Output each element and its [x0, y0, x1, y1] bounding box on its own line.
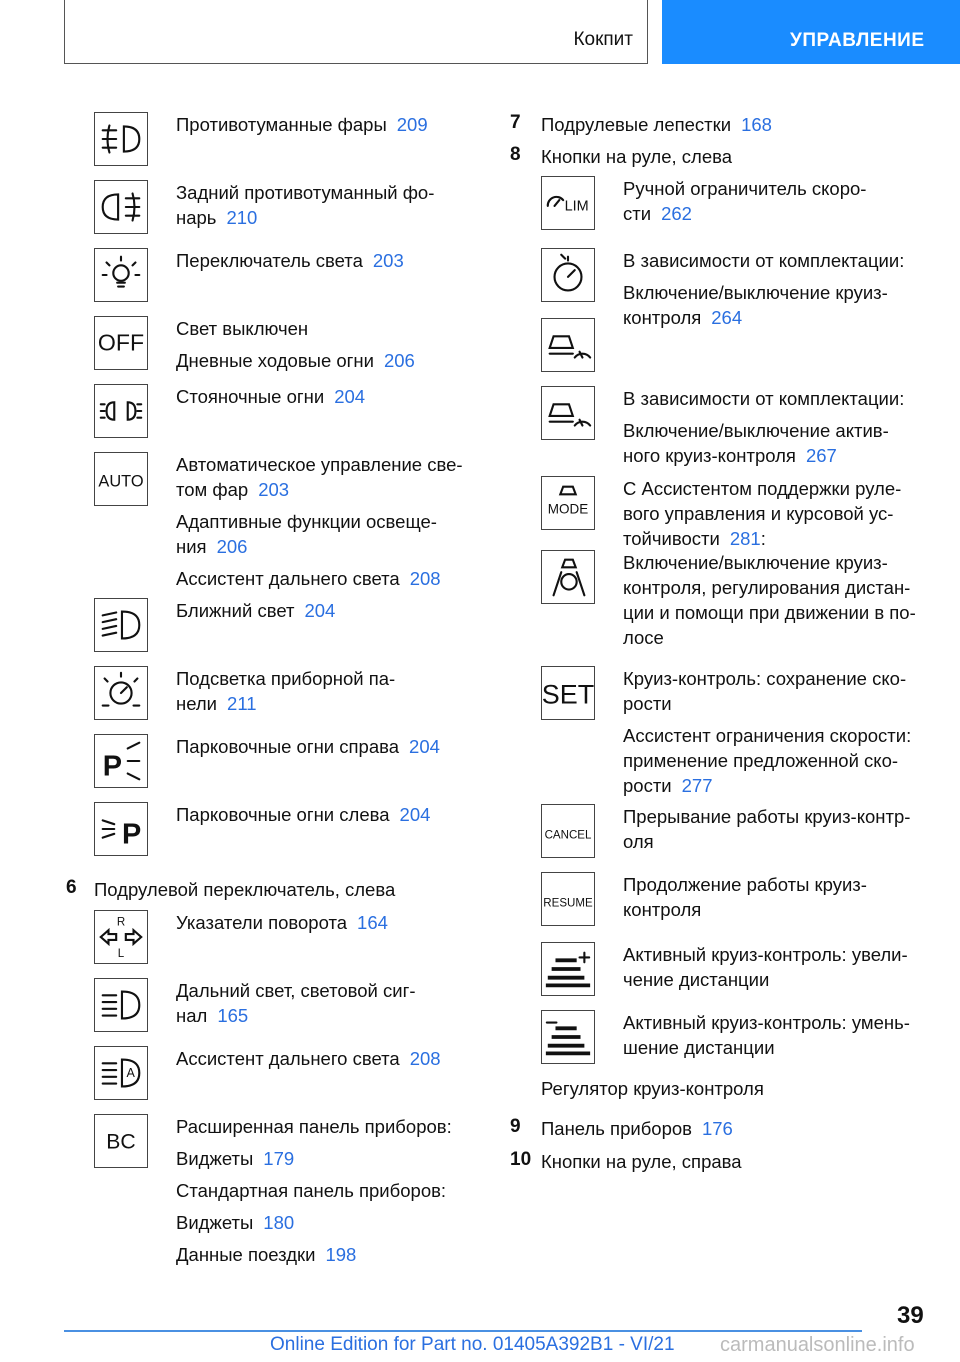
item-text: [176, 802, 490, 827]
item-text: [623, 872, 936, 922]
item-text: [176, 1114, 490, 1267]
page-reference-link[interactable]: 204: [409, 736, 440, 757]
item-text: [176, 112, 490, 137]
text-line: ного круиз-контроля 267: [623, 445, 837, 466]
item-text: [176, 1046, 490, 1071]
item-number: 10: [510, 1149, 532, 1170]
svg-text:RESUME: RESUME: [543, 897, 593, 910]
high-beam-icon: [94, 978, 148, 1032]
distance-decrease-icon: [541, 1010, 595, 1064]
page-reference-link[interactable]: 203: [372, 250, 404, 271]
text-line: Ассистент ограничения скорости:: [623, 725, 912, 746]
item-text: [623, 1010, 936, 1060]
rear-fog-light-icon: [94, 180, 148, 234]
text-line: нарь 210: [176, 207, 258, 228]
text-line: Задний противотуманный фо-: [176, 182, 435, 203]
text-line: Парковочные огни слева 204: [176, 804, 431, 825]
text-line: Круиз-контроль: сохранение ско-: [623, 668, 907, 689]
text-line: Ассистент дальнего света 208: [176, 1048, 441, 1069]
page-reference-link[interactable]: 208: [409, 568, 441, 589]
text-line: Активный круиз-контроль: умень-: [623, 1012, 910, 1033]
page-reference-link[interactable]: 262: [661, 203, 692, 224]
front-fog-lights-icon: [94, 112, 148, 166]
text-line: Дальний свет, световой сиг-: [176, 980, 416, 1001]
text-line: оля: [623, 831, 654, 852]
item-text: [176, 910, 490, 935]
parking-light-left-icon: [94, 802, 148, 856]
page-reference-link[interactable]: 208: [409, 1048, 441, 1069]
text-line: тойчивости 281:: [623, 528, 766, 549]
item-text: [176, 316, 490, 373]
high-beam-assist-icon: [94, 1046, 148, 1100]
page-reference-link[interactable]: 209: [396, 114, 428, 135]
item-text: [623, 176, 936, 226]
item-text: [176, 598, 490, 623]
item-text: [623, 942, 936, 992]
text-line: Парковочные огни справа 204: [176, 736, 440, 757]
cancel-icon: [541, 804, 595, 858]
item-heading: Кнопки на руле, справа: [541, 1151, 742, 1172]
item-text: [176, 248, 490, 273]
resume-icon: [541, 872, 595, 926]
item-text: [176, 180, 490, 230]
text-line: Противотуманные фары 209: [176, 114, 428, 135]
page-reference-link[interactable]: 210: [226, 207, 258, 228]
page-reference-link[interactable]: 168: [741, 114, 772, 135]
item-number: 9: [510, 1116, 521, 1137]
item-heading: Подрулевой переключатель, слева: [94, 879, 396, 900]
svg-text:BC: BC: [106, 1130, 136, 1154]
item-text: [176, 978, 490, 1028]
text-line: Указатели поворота 164: [176, 912, 388, 933]
item-text: [623, 476, 936, 551]
section-title: Кокпит: [573, 29, 633, 50]
text-line: Переключатель света 203: [176, 250, 404, 271]
item-text: [623, 248, 936, 330]
item-text: [176, 384, 490, 409]
text-line: Активный круиз-контроль: увели-: [623, 944, 908, 965]
page-reference-link[interactable]: 211: [227, 693, 257, 714]
text-line: вого управления и курсовой ус-: [623, 503, 894, 524]
page-reference-link[interactable]: 277: [681, 775, 713, 796]
text-line: ния 206: [176, 536, 248, 557]
text-line: лосе: [623, 627, 664, 648]
page-reference-link[interactable]: 165: [217, 1005, 249, 1026]
distance-increase-icon: [541, 942, 595, 996]
text-line: В зависимости от комплектации:: [623, 388, 905, 409]
svg-text:AUTO: AUTO: [98, 472, 144, 491]
text-line: чение дистанции: [623, 969, 770, 990]
page-reference-link[interactable]: 264: [711, 307, 743, 328]
svg-text:MODE: MODE: [547, 501, 589, 517]
svg-text:P: P: [102, 750, 122, 783]
watermark: carmanualsonline.info: [720, 1334, 915, 1356]
page-reference-link[interactable]: 204: [399, 804, 431, 825]
text-line: Ручной ограничитель скоро-: [623, 178, 867, 199]
text-line: Включение/выключение актив-: [623, 420, 889, 441]
page-reference-link[interactable]: 164: [357, 912, 388, 933]
text-line: контроля 264: [623, 307, 743, 328]
page-reference-link[interactable]: 176: [701, 1118, 733, 1139]
item-number: 8: [510, 144, 521, 165]
text-line: сти 262: [623, 203, 692, 224]
page-reference-link[interactable]: 204: [334, 386, 366, 407]
steering-assist-icon: [541, 550, 595, 604]
text-line: С Ассистентом поддержки руле-: [623, 478, 902, 499]
item-heading: Кнопки на руле, слева: [541, 146, 733, 167]
auto-icon: [94, 452, 148, 506]
text-line: том фар 203: [176, 479, 290, 500]
text-line: рости: [623, 693, 672, 714]
item-number: 6: [66, 877, 77, 898]
text-line: Виджеты 180: [176, 1212, 295, 1233]
text-line: В зависимости от комплектации:: [623, 250, 905, 271]
light-switch-icon: [94, 248, 148, 302]
item-heading: Подрулевые лепестки 168: [541, 114, 772, 135]
svg-text:P: P: [121, 818, 142, 851]
page-reference-link[interactable]: 281: [729, 528, 761, 549]
svg-text:LIM: LIM: [564, 198, 589, 215]
text-line: контроля: [623, 899, 702, 920]
page-reference-link[interactable]: 179: [263, 1148, 295, 1169]
set-icon: [541, 666, 595, 720]
low-beam-icon: [94, 598, 148, 652]
svg-text:CANCEL: CANCEL: [544, 829, 592, 842]
item-text: [623, 666, 936, 798]
text-line: Дневные ходовые огни 206: [176, 350, 415, 371]
svg-text:SET: SET: [542, 679, 594, 710]
text-line: Адаптивные функции освеще-: [176, 511, 437, 532]
instrument-lighting-icon: [94, 666, 148, 720]
text-line: контроля, регулирования дистан-: [623, 577, 911, 598]
bc-icon: [94, 1114, 148, 1168]
svg-text:A: A: [126, 1065, 135, 1080]
text-line: применение предложенной ско-: [623, 750, 899, 771]
parking-light-right-icon: [94, 734, 148, 788]
text-line: Ассистент дальнего света 208: [176, 568, 441, 589]
page-reference-link[interactable]: 203: [258, 479, 290, 500]
item-text: [623, 386, 936, 468]
text-line: Стандартная панель приборов:: [176, 1180, 447, 1201]
footer-divider: [64, 1330, 862, 1332]
text-line: Данные поездки 198: [176, 1244, 357, 1265]
page-reference-link[interactable]: 204: [304, 600, 336, 621]
item-text: [176, 734, 490, 759]
text-line: рости 277: [623, 775, 713, 796]
text-line: Прерывание работы круиз-контр-: [623, 806, 911, 827]
text-line: Включение/выключение круиз-: [623, 282, 888, 303]
item-text: [623, 550, 936, 650]
header-section-box: [64, 0, 648, 64]
svg-text:OFF: OFF: [97, 329, 145, 356]
regulator-label: Регулятор круиз-контроля: [541, 1078, 764, 1099]
off-icon: [94, 316, 148, 370]
chapter-title: УПРАВЛЕНИЕ: [790, 30, 925, 51]
text-line: ции и помощи при движении в по-: [623, 602, 916, 623]
text-line: нели 211: [176, 693, 257, 714]
item-text: [623, 804, 936, 854]
svg-text:L: L: [117, 948, 125, 961]
text-line: Подсветка приборной па-: [176, 668, 396, 689]
header-chapter-box: [662, 0, 960, 64]
page-reference-link[interactable]: 198: [325, 1244, 357, 1265]
text-line: Ближний свет 204: [176, 600, 336, 621]
active-cruise-icon: [541, 386, 595, 440]
turn-signal-icon: [94, 910, 148, 964]
text-line: Включение/выключение круиз-: [623, 552, 888, 573]
item-text: [176, 452, 490, 591]
text-line: нал 165: [176, 1005, 249, 1026]
text-line: Свет выключен: [176, 318, 309, 339]
cruise-distance-icon: [541, 318, 595, 372]
text-line: Продолжение работы круиз-: [623, 874, 867, 895]
mode-icon: [541, 476, 595, 530]
text-line: Стояночные огни 204: [176, 386, 366, 407]
item-text: [176, 666, 490, 716]
page-number: 39: [897, 1302, 924, 1329]
speed-limiter-icon: [541, 176, 595, 230]
page-reference-link[interactable]: 180: [263, 1212, 295, 1233]
page-reference-link[interactable]: 267: [805, 445, 837, 466]
page-reference-link[interactable]: 206: [383, 350, 415, 371]
page-reference-link[interactable]: 206: [216, 536, 248, 557]
svg-text:R: R: [116, 916, 126, 929]
text-line: Автоматическое управление све-: [176, 454, 463, 475]
item-heading: Панель приборов 176: [541, 1118, 733, 1139]
text-line: шение дистанции: [623, 1037, 775, 1058]
text-line: Виджеты 179: [176, 1148, 295, 1169]
item-number: 7: [510, 112, 521, 133]
footer-edition: Online Edition for Part no. 01405A392B1 - VI/21: [270, 1334, 675, 1355]
text-line: Расширенная панель приборов:: [176, 1116, 452, 1137]
parking-lights-icon: [94, 384, 148, 438]
cruise-control-icon: [541, 248, 595, 302]
